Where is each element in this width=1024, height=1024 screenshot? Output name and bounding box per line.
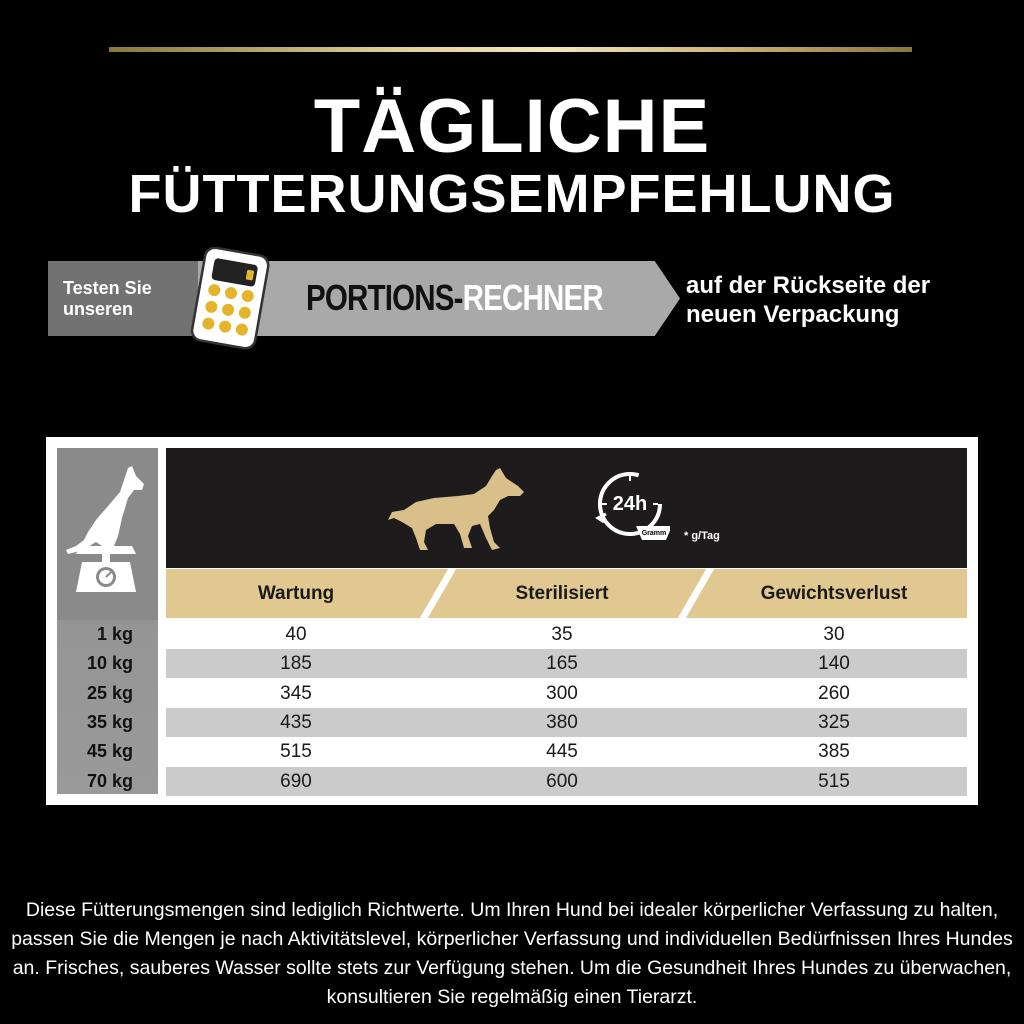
table-cell: 385	[818, 741, 850, 762]
banner-small-text: Testen Sie unseren	[63, 278, 152, 319]
disclaimer-footnote: Diese Fütterungsmengen sind lediglich Richtwerte. Um Ihren Hund bei idealer körperlicher Verfassung zu halten, passen Sie die Mengen je nach Aktivitätslevel, körperlicher Verfassung und individuellen Bedürfnissen Ihres Hundes an. Frisches, sauberes Wasser sollte stets zur Verfügung stehen. Um die Gesundheit Ihres Hundes zu überwachen, konsultieren Sie regelmäßig einen Tierarzt.	[11, 899, 1013, 1008]
table-cell: 185	[280, 653, 312, 674]
table-row	[166, 767, 967, 796]
column-header-sterilisiert: Sterilisiert	[515, 583, 609, 604]
weight-label: 1 kg	[96, 624, 133, 644]
table-cell: 445	[546, 741, 578, 762]
table-cell: 30	[823, 624, 845, 645]
unit-note: * g/Tag	[684, 530, 720, 542]
table-row	[166, 737, 967, 766]
table-cell: 515	[280, 741, 312, 762]
table-header-dark	[166, 448, 967, 568]
gold-divider	[109, 47, 912, 52]
weight-label: 10 kg	[86, 653, 133, 673]
weight-label: 45 kg	[86, 741, 133, 761]
clock-label: 24h	[612, 493, 648, 515]
dog-on-scale-icon	[62, 462, 152, 597]
table-cell: 600	[546, 771, 578, 792]
table-cell: 515	[818, 771, 850, 792]
page-title-line1: TÄGLICHE	[313, 84, 711, 169]
banner-headline	[306, 278, 603, 318]
weight-label: 35 kg	[86, 712, 133, 732]
table-cell: 165	[546, 653, 578, 674]
table-row	[166, 679, 967, 708]
table-cell: 325	[818, 712, 850, 733]
banner-right-text: auf der Rückseite der neuen Verpackung	[686, 272, 931, 328]
banner-headline-light: RECHNER	[462, 277, 603, 318]
banner-headline-dark: PORTIONS-	[306, 277, 463, 318]
table-cell: 35	[551, 624, 573, 645]
column-header-gewichtsverlust: Gewichtsverlust	[760, 583, 908, 604]
table-row	[166, 708, 967, 737]
weight-label: 70 kg	[86, 771, 133, 791]
table-cell: 380	[546, 712, 578, 733]
page-title-line2: FÜTTERUNGSEMPFEHLUNG	[128, 164, 896, 224]
table-cell: 345	[280, 683, 312, 704]
table-cell: 690	[280, 771, 312, 792]
table-cell: 300	[546, 683, 578, 704]
table-row	[166, 649, 967, 678]
table-cell: 140	[818, 653, 850, 674]
table-row	[166, 620, 967, 649]
bowl-label: Gramm	[641, 530, 667, 537]
calculator-icon	[188, 247, 272, 350]
table-cell: 40	[285, 624, 307, 645]
table-cell: 260	[818, 683, 850, 704]
weight-label: 25 kg	[86, 683, 133, 703]
clock-bowl-icon	[592, 470, 670, 544]
dog-icon	[388, 466, 526, 552]
column-header-wartung: Wartung	[257, 583, 335, 604]
table-cell: 435	[280, 712, 312, 733]
